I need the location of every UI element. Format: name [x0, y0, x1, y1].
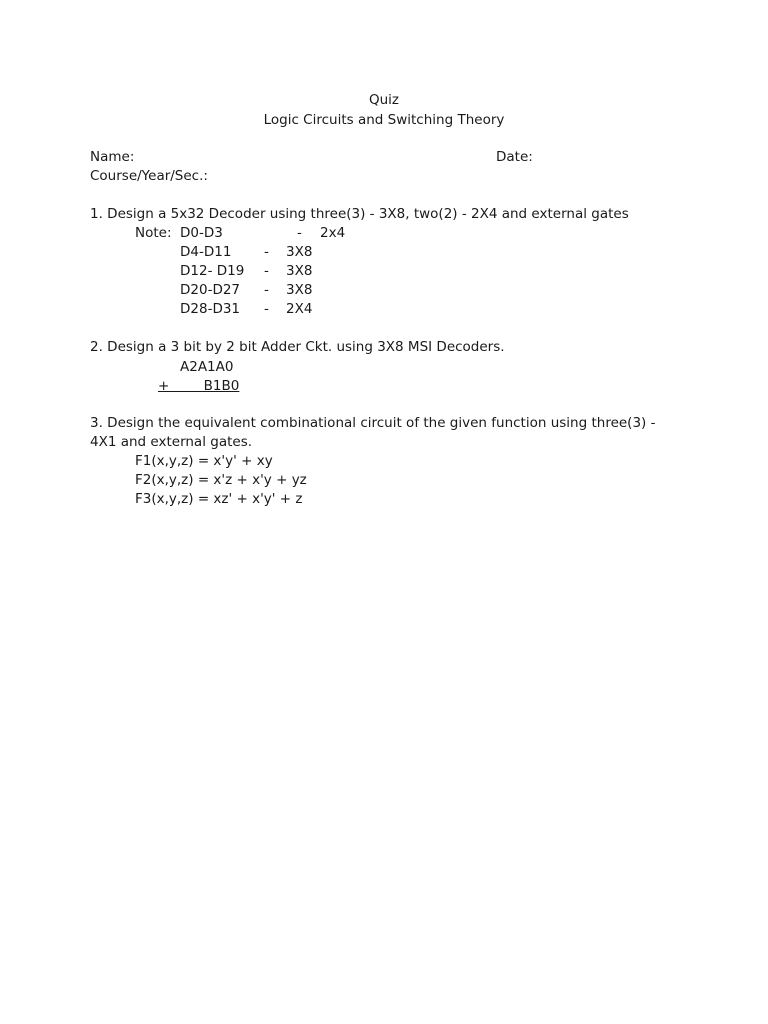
course-label: Course/Year/Sec.: — [90, 168, 208, 184]
decoder-type: 2X4 — [286, 301, 313, 317]
decoder-dash: - — [297, 225, 302, 241]
page-subtitle: Logic Circuits and Switching Theory — [263, 112, 505, 128]
note-label: Note: — [135, 225, 172, 241]
decoder-range: D0-D3 — [180, 225, 223, 241]
decoder-range: D4-D11 — [180, 244, 232, 260]
decoder-range: D28-D31 — [180, 301, 241, 317]
date-label: Date: — [496, 149, 533, 165]
decoder-type: 3X8 — [286, 263, 313, 279]
decoder-dash: - — [264, 244, 269, 260]
page-title: Quiz — [368, 92, 400, 108]
operand-a: A2A1A0 — [180, 359, 234, 375]
decoder-dash: - — [264, 282, 269, 298]
decoder-type: 3X8 — [286, 244, 313, 260]
decoder-type: 3X8 — [286, 282, 313, 298]
decoder-dash: - — [264, 263, 269, 279]
decoder-dash: - — [264, 301, 269, 317]
name-label: Name: — [90, 149, 135, 165]
decoder-range: D20-D27 — [180, 282, 241, 298]
function-f2: F2(x,y,z) = x'z + x'y + yz — [135, 472, 307, 488]
operand-b: + B1B0 — [158, 378, 240, 394]
question-3-text-line1: 3. Design the equivalent combinational circuit of the given function using three(3) - — [90, 415, 656, 431]
function-f1: F1(x,y,z) = x'y' + xy — [135, 453, 273, 469]
question-2-text: 2. Design a 3 bit by 2 bit Adder Ckt. using 3X8 MSI Decoders. — [90, 339, 505, 355]
question-3-text-line2: 4X1 and external gates. — [90, 434, 253, 450]
decoder-range: D12- D19 — [180, 263, 245, 279]
decoder-type: 2x4 — [320, 225, 346, 241]
question-1-text: 1. Design a 5x32 Decoder using three(3) - 3X8, two(2) - 2X4 and external gates — [90, 206, 629, 222]
function-f3: F3(x,y,z) = xz' + x'y' + z — [135, 491, 303, 507]
